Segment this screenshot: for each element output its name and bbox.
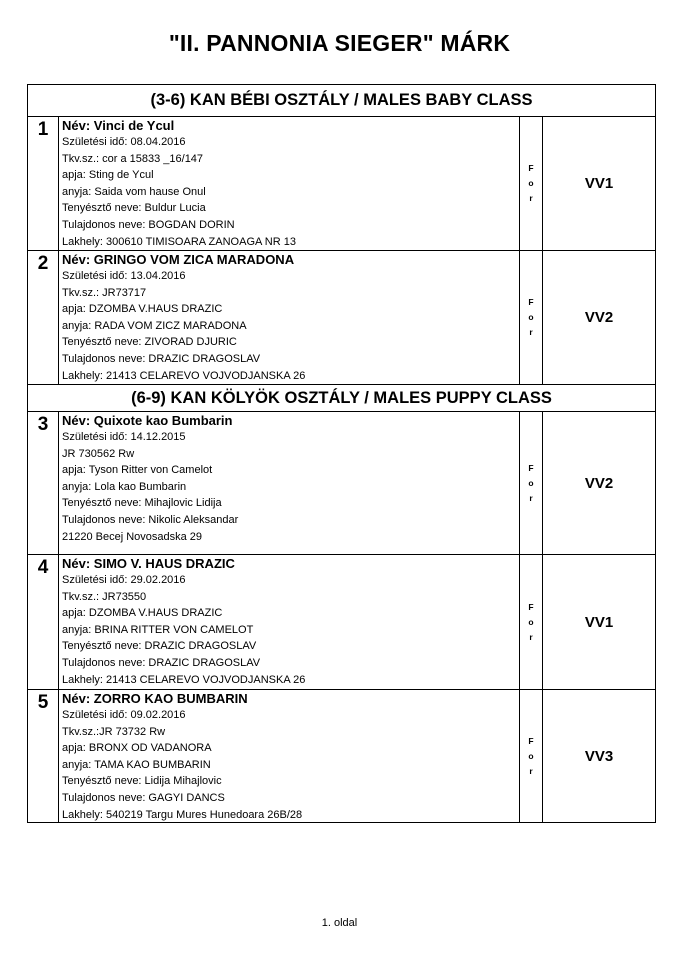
entry-detail-line: Tkv.sz.: JR73717 xyxy=(62,286,147,299)
class-header-puppy: (6-9) KAN KÖLYÖK OSZTÁLY / MALES PUPPY CLASS xyxy=(28,385,655,412)
entry-detail-line: anyja: Saida vom hause Onul xyxy=(62,185,206,198)
for-column xyxy=(520,412,543,554)
entry-row xyxy=(28,555,655,690)
entry-detail-line: anyja: RADA VOM ZICZ MARADONA xyxy=(62,319,247,332)
entry-info xyxy=(59,555,520,689)
entry-row xyxy=(28,690,655,822)
entry-detail-line: Születési idő: 08.04.2016 xyxy=(62,136,186,148)
entry-grade: VV2 xyxy=(584,474,614,492)
entry-grade: VV1 xyxy=(584,175,614,192)
entry-detail-line: Tulajdonos neve: DRAZIC DRAGOSLAV xyxy=(62,352,261,365)
entry-info xyxy=(59,251,520,384)
entry-detail-line: anyja: BRINA RITTER VON CAMELOT xyxy=(62,623,254,636)
entry-detail-line: Tulajdonos neve: DRAZIC DRAGOSLAV xyxy=(62,656,261,669)
entry-name: Név: Vinci de Ycul xyxy=(62,118,175,133)
entry-detail-line: apja: DZOMBA V.HAUS DRAZIC xyxy=(62,303,223,316)
entry-detail-line: Tenyésztő neve: Buldur Lucia xyxy=(62,202,206,215)
for-column xyxy=(520,555,543,689)
for-letter: o xyxy=(528,477,534,488)
entry-detail-line: Tenyésztő neve: Lidija Mihajlovic xyxy=(62,775,222,788)
entry-detail-line: anyja: TAMA KAO BUMBARIN xyxy=(62,758,211,771)
for-column xyxy=(520,690,543,822)
for-letter: r xyxy=(529,765,533,776)
entry-name: Név: SIMO V. HAUS DRAZIC xyxy=(62,556,235,571)
for-letter: o xyxy=(528,616,534,627)
entry-info xyxy=(59,412,520,554)
entry-number: 1 xyxy=(28,117,59,250)
entry-detail-line: JR 730562 Rw xyxy=(62,447,135,460)
entry-detail-line: Tulajdonos neve: GAGYI DANCS xyxy=(62,791,225,804)
for-letter: r xyxy=(529,327,533,337)
class-header-baby: (3-6) KAN BÉBI OSZTÁLY / MALES BABY CLASS xyxy=(28,85,655,117)
page-number: 1. oldal xyxy=(321,917,358,929)
for-letter: r xyxy=(529,492,533,503)
entry-detail-line: Születési idő: 14.12.2015 xyxy=(62,431,186,443)
entry-detail-line: Lakhely: 540219 Targu Mures Hunedoara 26B/28 xyxy=(62,808,303,821)
for-letter: o xyxy=(528,178,534,188)
entry-number: 2 xyxy=(28,251,59,384)
entry-detail-line: apja: DZOMBA V.HAUS DRAZIC xyxy=(62,607,223,620)
entry-detail-line: Tulajdonos neve: Nikolic Aleksandar xyxy=(62,513,239,526)
for-letter: o xyxy=(528,750,534,761)
entry-row xyxy=(28,251,655,385)
entry-detail-line: 21220 Becej Novosadska 29 xyxy=(62,530,203,543)
for-letter: F xyxy=(528,163,534,173)
for-letter: F xyxy=(528,462,534,473)
entry-name: Név: ZORRO KAO BUMBARIN xyxy=(62,691,248,706)
entry-info xyxy=(59,117,520,250)
entry-detail-line: Születési idő: 29.02.2016 xyxy=(62,574,186,586)
entry-detail-line: apja: Tyson Ritter von Camelot xyxy=(62,464,213,477)
for-letter: r xyxy=(529,631,533,642)
entry-number: 5 xyxy=(28,690,59,822)
entry-detail-line: Tenyésztő neve: ZIVORAD DJURIC xyxy=(62,336,237,349)
entry-detail-line: Születési idő: 13.04.2016 xyxy=(62,270,186,282)
entry-detail-line: Tkv.sz.:JR 73732 Rw xyxy=(62,725,166,738)
entry-detail-line: apja: BRONX OD VADANORA xyxy=(62,742,212,755)
for-letter: F xyxy=(528,735,534,746)
for-column xyxy=(520,251,543,384)
entry-name: Név: GRINGO VOM ZICA MARADONA xyxy=(62,252,295,267)
page-title: "II. PANNONIA SIEGER" MÁRK xyxy=(168,30,511,56)
entry-row xyxy=(28,412,655,555)
results-table xyxy=(27,84,656,823)
entry-number: 3 xyxy=(28,412,59,554)
entry-detail-line: anyja: Lola kao Bumbarin xyxy=(62,480,187,493)
for-letter: o xyxy=(528,312,534,322)
entry-info xyxy=(59,690,520,822)
entry-detail-line: Születési idő: 09.02.2016 xyxy=(62,709,186,721)
entry-grade: VV1 xyxy=(584,613,614,631)
for-column xyxy=(520,117,543,250)
entry-number: 4 xyxy=(28,555,59,689)
entry-grade: VV3 xyxy=(584,747,614,765)
for-letter: F xyxy=(528,601,534,612)
for-letter: r xyxy=(529,193,533,203)
entry-name: Név: Quixote kao Bumbarin xyxy=(62,413,233,428)
entry-detail-line: Tulajdonos neve: BOGDAN DORIN xyxy=(62,218,235,231)
entry-detail-line: Tenyésztő neve: Mihajlovic Lidija xyxy=(62,497,222,510)
entry-detail-line: apja: Sting de Ycul xyxy=(62,169,154,182)
entry-detail-line: Tkv.sz.: cor a 15833 _16/147 xyxy=(62,152,204,165)
for-letter: F xyxy=(528,297,534,307)
entry-detail-line: Tenyésztő neve: DRAZIC DRAGOSLAV xyxy=(62,640,257,653)
entry-detail-line: Lakhely: 21413 CELAREVO VOJVODJANSKA 26 xyxy=(62,673,306,686)
entry-row xyxy=(28,117,655,251)
entry-detail-line: Lakhely: 21413 CELAREVO VOJVODJANSKA 26 xyxy=(62,369,306,382)
entry-detail-line: Tkv.sz.: JR73550 xyxy=(62,590,147,603)
entry-grade: VV2 xyxy=(584,309,614,326)
entry-detail-line: Lakhely: 300610 TIMISOARA ZANOAGA NR 13 xyxy=(62,235,296,248)
